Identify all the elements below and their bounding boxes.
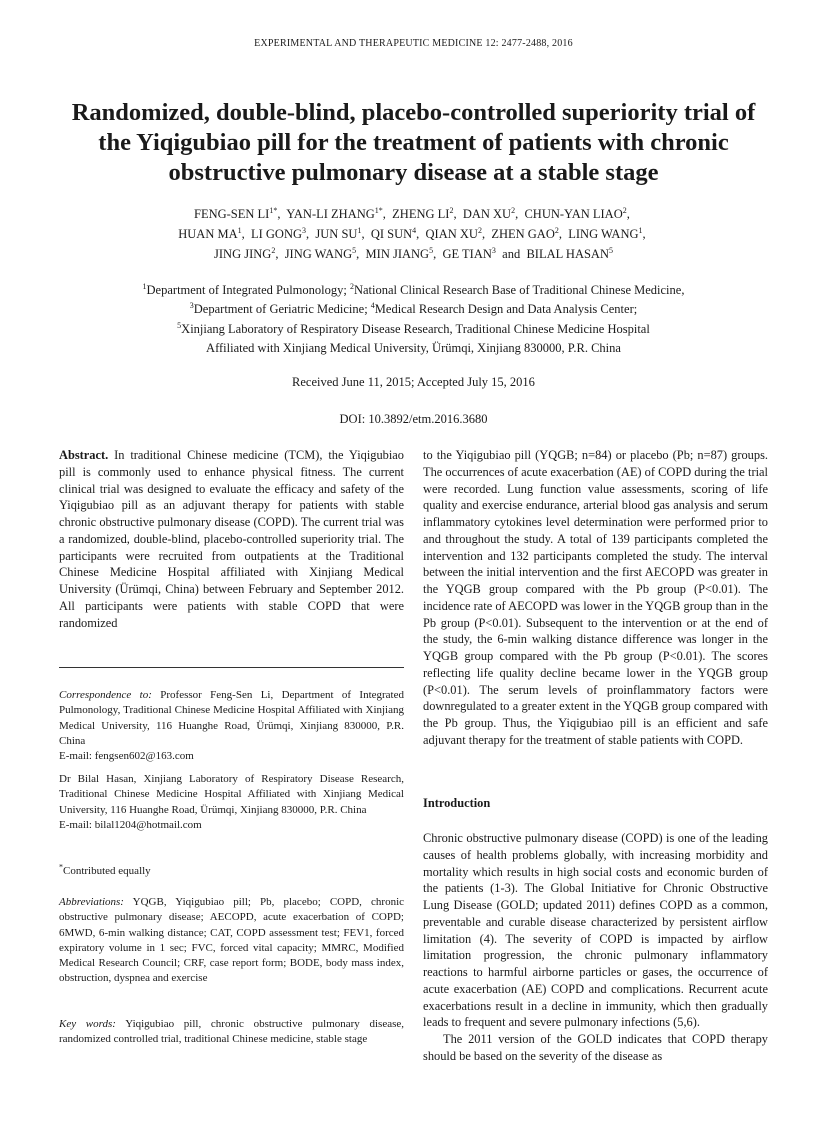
author-affil-sup: 2 [511, 205, 516, 215]
author-affil-sup: 1* [269, 205, 278, 215]
correspondence-2 [59, 772, 404, 833]
author-and: and [502, 247, 521, 261]
correspondence-text: Professor Feng-Sen Li, Department of Integrated Pulmonology, Traditional Chinese Medicine Hospital Affiliated with Xinjiang Medical University, 116 Huanghe Road, Ürümqi, Xinjiang 830000, P.R. China [59, 689, 404, 747]
author-affil-sup: 1 [237, 225, 242, 235]
author-affil-sup: 2 [622, 205, 627, 215]
author-affil-sup: 1* [374, 205, 383, 215]
affil-text: Xinjiang Laboratory of Respiratory Disease Research, Traditional Chinese Medicine Hospital [181, 321, 650, 336]
correspondence [59, 688, 404, 764]
author-name: ZHEN GAO [491, 227, 555, 241]
contrib-sup: * [59, 862, 63, 872]
paper-title: Randomized, double-blind, placebo-controlled superiority trial of the Yiqigubiao pill for the treatment of patients with chronic obstructive pulmonary disease at a stable stage [71, 99, 756, 186]
running-head: EXPERIMENTAL AND THERAPEUTIC MEDICINE 12: 2477-2488, 2016 [254, 38, 573, 49]
author-affil-sup: 4 [412, 225, 417, 235]
author-name: JING WANG [284, 247, 353, 261]
doi: DOI: 10.3892/etm.2016.3680 [339, 412, 488, 426]
author-name: LING WANG [568, 227, 639, 241]
author-affil-sup: 5 [352, 245, 357, 255]
abstract-right [423, 447, 768, 749]
author-affil-sup: 3 [302, 225, 307, 235]
author-affil-sup: 1 [638, 225, 643, 235]
author-name: GE TIAN [442, 247, 492, 261]
received-dates: Received June 11, 2015; Accepted July 15, 2016 [292, 375, 535, 389]
email: E-mail: bilal1204@hotmail.com [59, 818, 202, 831]
author-name: ZHENG LI [392, 207, 450, 221]
affil-sup: 2 [349, 281, 354, 291]
abstract-text: to the Yiqigubiao pill (YQGB; n=84) or placebo (Pb; n=87) groups. The occurrences of acute exacerbation (AE) of COPD during the trial were recorded. Lung function value assessments, scoring of life quality and exercise endurance, arterial blood gas analysis and serum inflammatory cytokines level determination were performed prior to and throughout the study. A total of 139 participants completed the intervention and 132 participants completed the study. The interval between the initial intervention and the first AECOPD was greater in the YQGB group compared with the Pb group (P<0.01). The incidence rate of AECOPD was lower in the YQGB group than in the Pb group (P<0.01). Subsequent to the intervention or at the end of the study, the 6-min walking distance difference was longer in the YQGB group compared with the Pb group (P<0.01). The scores reflecting life quality decline became lower in the YQGB group (P<0.01). The serum levels of proinflammatory factors were downregulated to a greater extent in the YQGB group compared with the Pb group. Thus, the Yiqigubiao pill is an efficient and safe adjuvant therapy for the treatment of stable patients with COPD. [423, 448, 768, 747]
author-name: QI SUN [370, 227, 413, 241]
abstract-left [59, 447, 404, 631]
affil-text: Department of Geriatric Medicine; [193, 302, 371, 317]
affil-text: Department of Integrated Pulmonology; [146, 283, 350, 297]
footnote-divider [59, 667, 404, 668]
affiliations [90, 281, 737, 358]
author-affil-sup: 5 [429, 245, 434, 255]
author-affil-sup: 2 [477, 225, 482, 235]
author-name: JUN SU [315, 227, 358, 241]
author-name: LI GONG [250, 227, 303, 241]
abstract-text: In traditional Chinese medicine (TCM), the Yiqigubiao pill is commonly used to enhance physical fitness. The current clinical trial was designed to evaluate the efficacy and safety of the Yiqigubiao pill as an adjuvant therapy for patients with stable chronic obstructive pulmonary disease (COPD). The current trial was a randomized, double-blind, placebo-controlled superiority trial. The participants were recruited from outpatients at the Traditional Chinese Medicine Hospital affiliated with Xinjiang Medical University (Ürümqi, China) between February and September 2012. All participants were patients with stable COPD that were randomized [59, 448, 405, 630]
author-name: CHUN-YAN LIAO [524, 207, 623, 221]
section-heading-introduction: Introduction [423, 796, 491, 810]
author-affil-sup: 2 [271, 245, 276, 255]
keywords [59, 1017, 404, 1048]
affil-sup: 1 [142, 281, 147, 291]
abbrev-label: Abbreviations: [59, 896, 124, 908]
author-affil-sup: 5 [608, 245, 613, 255]
author-affil-sup: 2 [449, 205, 454, 215]
author-name: JING JING [214, 247, 272, 261]
affil-text: National Clinical Research Base of Traditional Chinese Medicine, [353, 283, 685, 297]
introduction-body [423, 830, 768, 1065]
keywords-label: Key words: [59, 1018, 116, 1030]
author-name: QIAN XU [425, 227, 478, 241]
abstract-label: Abstract. [59, 448, 109, 462]
affil-sup: 4 [370, 301, 375, 311]
abbreviations [59, 895, 404, 987]
author-name: DAN XU [462, 207, 512, 221]
author-name: YAN-LI ZHANG [286, 207, 375, 221]
affil-sup: 3 [189, 301, 194, 311]
email: E-mail: fengsen602@163.com [59, 750, 194, 763]
contrib-note [59, 864, 404, 879]
author-name: FENG-SEN LI [194, 207, 270, 221]
correspondence-label: Correspondence to: [59, 689, 152, 701]
author-name: MIN JIANG [365, 247, 430, 261]
paragraph: Chronic obstructive pulmonary disease (COPD) is one of the leading causes of health problems globally, with increasing morbidity and mortality which results in high social costs and economic burden of the patients (1-3). The Global Initiative for Chronic Obstructive Lung Disease (GOLD; updated 2011) defines COPD as a common, preventable and curable disease characterized by persistent airflow limitation (4). The severity of COPD is impacted by airflow limitation progression, the chronic pulmonary inflammatory reactions to harmful airborne particles or gases, the occurrence of acute exacerbation (AE) COPD and complications. Recurrent acute exacerbations result in a decline in immunity, which then gradually leads to frequent and severe pulmonary infections (5,6). [423, 831, 768, 1030]
abbrev-text: YQGB, Yiqigubiao pill; Pb, placebo; COPD, chronic obstructive pulmonary disease; AECOPD, acute exacerbation of COPD; 6MWD, 6-min walking distance; CAT, COPD assessment test; FEV1, forced expiratory volume in 1 sec; FVC, forced vital capacity; MMRC, Modified Medical Research Council; CRF, case report form; BODE, body mass index, obstruction, dyspnea and exercise [59, 896, 405, 985]
affil-text: Medical Research Design and Data Analysis Center; [374, 302, 638, 317]
author-affil-sup: 1 [357, 225, 362, 235]
contrib-text: Contributed equally [63, 865, 151, 877]
correspondence-text: Dr Bilal Hasan, Xinjiang Laboratory of Respiratory Disease Research, Traditional Chinese Medicine Hospital Affiliated with Xinjiang Medical University, 116 Huanghe Road, Ürümqi, Xinjiang 830000, P.R. China [59, 773, 404, 816]
author-name: BILAL HASAN [526, 247, 609, 261]
author-affil-sup: 3 [491, 245, 496, 255]
keywords-text: Yiqigubiao pill, chronic obstructive pulmonary disease, randomized controlled trial, traditional Chinese medicine, stable stage [59, 1018, 405, 1046]
author-name: HUAN MA [178, 227, 238, 241]
author-list: FENG-SEN $LI^{1*}$, YAN-LI $ZHANG^{1*}$, ZHENG $LI^2$, DAN $XU^2$, CHUN-YAN LIAO$^2$, HUAN $MA^1$, LI GONG$^3$, JUN $SU^1$, QI SUN$^4$, QIAN $XU^2$, ZHEN GAO$^2$, LING WANG$^1$, JING JING$^2$, JING WANG$^5$, MIN JIANG$^5$, GE TIAN$^3$ and BILAL HASAN$^5$ [178, 205, 649, 261]
paragraph: The 2011 version of the GOLD indicates that COPD therapy should be based on the severity of the disease as [423, 1032, 768, 1063]
affil-sup: 5 [177, 320, 182, 330]
affil-text: Affiliated with Xinjiang Medical University, Ürümqi, Xinjiang 830000, P.R. China [206, 340, 621, 355]
author-affil-sup: 2 [554, 225, 559, 235]
